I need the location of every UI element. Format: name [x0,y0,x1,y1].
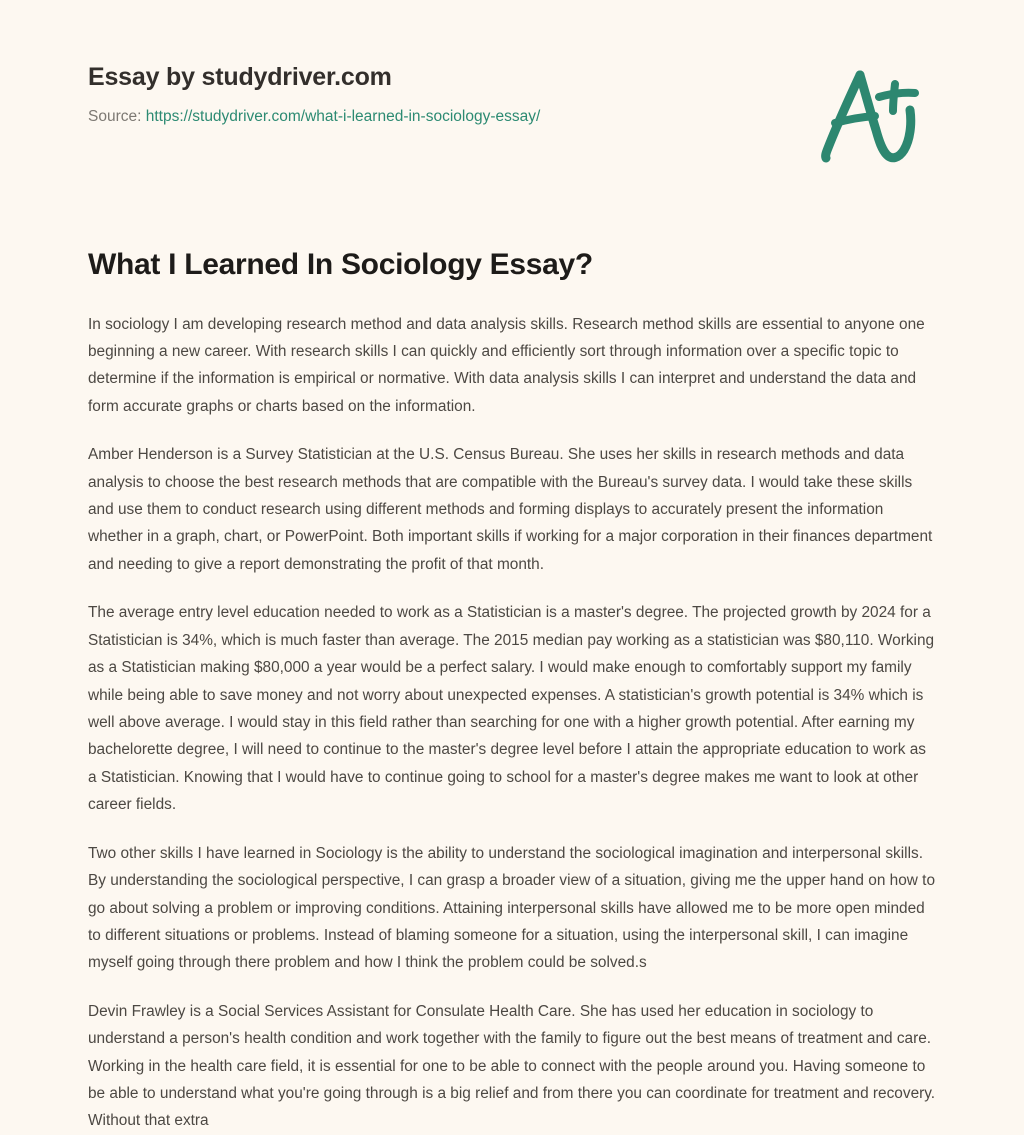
document-body [88,284,938,1135]
page-title: What I Learned In Sociology Essay? [88,248,593,281]
body-paragraph: The average entry level education needed to work as a Statistician is a master's degree. The projected growth by 2024 for a Statistician is 34%, which is much faster than average. The 2015 median pay working as a statistician was $80,110. Working as a Statistician making $80,000 a year would be a perfect salary. I would make enough to comfortably support my family while being able to save money and not worry about unexpected expenses. A statistician's growth potential is 34% which is well above average. I would stay in this field rather than searching for one with a higher growth potential. After earning my bachelorette degree, I will need to continue to the master's degree level before I attain the appropriate education to work as a Statistician. Knowing that I would have to continue going to school for a master's degree makes me want to look at other career fields. [88,604,935,814]
source-url-link[interactable]: https://studydriver.com/what-i-learned-in-sociology-essay/ [145,108,541,125]
a-plus-logo [813,62,925,166]
body-paragraph: In sociology I am developing research method and data analysis skills. Research method skills are essential to anyone one beginning a new career. With research skills I can quickly and efficiently sort through information over a specific topic to determine if the information is empirical or normative. With data analysis skills I can interpret and understand the data and form accurate graphs or charts based on the information. [88,315,925,415]
document-header [88,0,936,160]
body-paragraph: Devin Frawley is a Social Services Assistant for Consulate Health Care. She has used her education in sociology to understand a person's health condition and work together with the family to figure out the best means of treatment and care. Working in the health care field, it is essential for one to be able to connect with the people around you. Having someone to be able to understand what you're going through is a big relief and from there you can coordinate for treatment and recovery. Without that extra [88,1002,936,1130]
source-label: Source: [88,108,142,125]
source-line [88,107,936,127]
body-paragraph: Two other skills I have learned in Sociology is the ability to understand the sociological imagination and interpersonal skills. By understanding the sociological perspective, I can grasp a broader view of a situation, giving me the upper hand on how to go about solving a problem or improving conditions. Attaining interpersonal skills have allowed me to be more open minded to different situations or problems. Instead of blaming someone for a situation, using the interpersonal skill, I can imagine myself going through there problem and how I think the problem could be solved.s [88,844,936,972]
body-paragraph: Amber Henderson is a Survey Statistician at the U.S. Census Bureau. She uses her skills in research methods and data analysis to choose the best research methods that are compatible with the Bureau's survey data. I would take these skills and use them to conduct research using different methods and forming displays to accurately present the information whether in a graph, chart, or PowerPoint. Both important skills if working for a major corporation in their finances department and needing to give a report demonstrating the profit of that month. [88,446,933,573]
brand-title: Essay by studydriver.com [88,63,392,91]
